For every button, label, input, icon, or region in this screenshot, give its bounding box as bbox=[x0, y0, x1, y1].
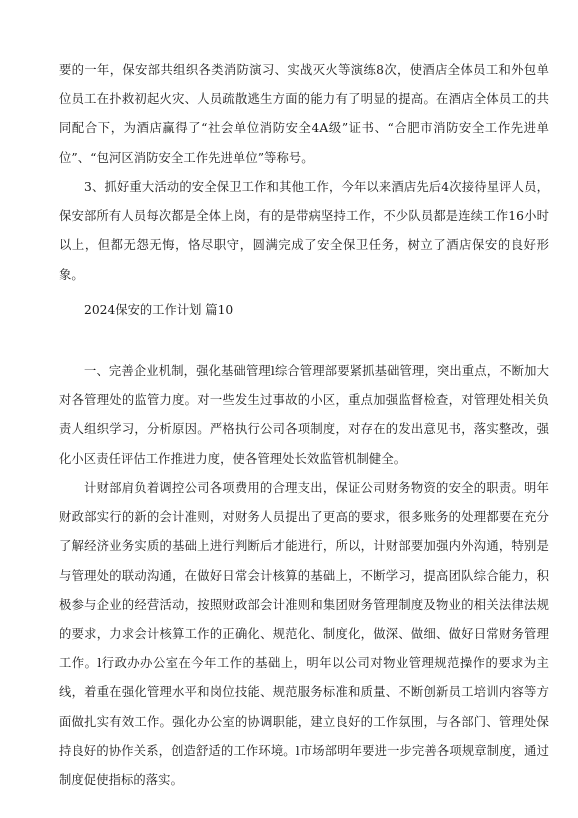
paragraph-finance-department: 计财部肩负着调控公司各项费用的合理支出，保证公司财务物资的安全的职责。明年财政部实行的新的会计准则，对财务人员提出了更高的要求，很多账务的处理都要在充分了解经济业务实质的基础上进行判断后才能进行，所以，计财部要加强内外沟通，特别是与管理处的联动沟通，在做好日常会计核算的基础上，不断学习，提高团队综合能力，积极参与企业的经营活动，按照财政部会计准则和集团财务管理制度及物业的相关法律法规的要求，力求会计核算工作的正确化、规范化、制度化，做深、做细、做好日常财务管理工作。l行政办办公室在今年工作的基础上，明年以公司对物业管理规范操作的要求为主线，着重在强化管理水平和岗位技能、规范服务标准和质量、不断创新员工培训内容等方面做扎实有效工作。强化办公室的协调职能，建立良好的工作氛围，与各部门、管理处保持良好的协作关系，创造舒适的工作环境。l市场部明年要进一步完善各项规章制度，通过制度促使指标的落实。 bbox=[59, 481, 549, 788]
paragraph-fire-safety-results: 要的一年，保安部共组织各类消防演习、实战灭火等演练8次，使酒店全体员工和外包单位员工在扑救初起火灾、人员疏散逃生方面的能力有了明显的提高。在酒店全体员工的共同配合下，为酒店赢得了“社会单位消防安全4A级”证书、“合肥市消防安全工作先进单位”、“包河区消防安全工作先进单位”等称号。 bbox=[59, 63, 549, 165]
section-title: 2024保安的工作计划 篇10 bbox=[84, 303, 234, 317]
paragraph-enterprise-mechanism: 一、完善企业机制，强化基础管理l综合管理部要紧抓基础管理，突出重点，不断加大对各管理处的监管力度。对一些发生过事故的小区，重点加强监督检查，对管理处相关负责人组织学习，分析原因。严格执行公司各项制度，对存在的发出意见书，落实整改，强化小区责任评估工作推进力度，使各管理处长效监管机制健全。 bbox=[59, 364, 549, 466]
paragraph-major-event-security: 3、抓好重大活动的安全保卫工作和其他工作，今年以来酒店先后4次接待星评人员，保安部所有人员每次都是全体上岗，有的是带病坚持工作，不少队员都是连续工作16小时以上，但都无怨无悔，恪尽职守，圆满完成了安全保卫任务，树立了酒店保安的良好形象。 bbox=[59, 180, 549, 282]
